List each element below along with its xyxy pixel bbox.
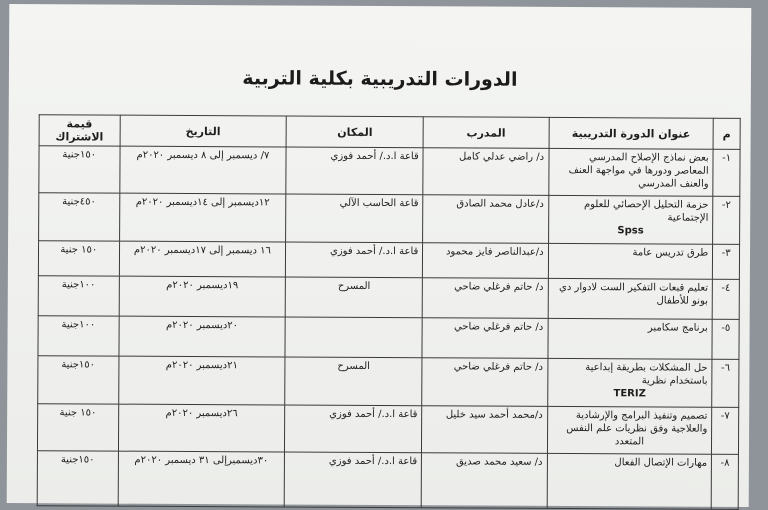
row-trainer: د/ حاتم فرغلي ضاحي (422, 318, 548, 359)
course-line: TERIZ (613, 388, 646, 400)
row-trainer: د/ راضي عدلي كامل (423, 148, 549, 196)
row-date: ٢٠ديسمبر ٢٠٢٠م (118, 316, 285, 357)
table-header-row (39, 115, 740, 150)
table-row (38, 276, 739, 320)
course-line: مهارات الإتصال الفعال (614, 457, 708, 469)
course-line: حل المشكلات بطريقة إبداعية (585, 362, 708, 374)
row-fee: ١٠٠جنية (38, 276, 119, 316)
row-trainer: د/ سعيد محمد صديق (421, 453, 547, 509)
row-place: قاعة الحاسب الآلي (286, 194, 423, 242)
row-date: ١٩ديسمبر ٢٠٢٠م (119, 277, 286, 318)
row-fee: ١٥٠ جنية (38, 241, 119, 277)
row-num: ١- (713, 149, 740, 197)
row-num: ٥- (712, 320, 739, 360)
header-place: المكان (286, 116, 423, 148)
row-fee: ١٥٠جنية (38, 356, 119, 404)
course-line: بعض نماذج الإصلاح المدرسي (588, 152, 709, 164)
course-line: طرق تدريس عامة (632, 247, 709, 259)
row-place: المسرح (285, 357, 422, 405)
course-line: الإجتماعية (667, 212, 709, 225)
header-date: التاريخ (120, 115, 287, 147)
table-row (39, 193, 740, 244)
row-fee: ١٠٠جنية (38, 316, 119, 356)
row-course (547, 406, 712, 454)
course-line: بونو للأطفال (656, 295, 708, 308)
document-title: الدورات التدريبية بكلية التربية (242, 67, 518, 91)
table-row (38, 316, 739, 360)
row-course (547, 453, 712, 509)
course-line: باستخدام نظرية (641, 375, 708, 387)
row-place (285, 317, 422, 358)
header-course: عنوان الدورة التدريبية (549, 117, 714, 149)
table-row (37, 403, 738, 454)
row-date: ٣٠ديسمبرإلى ٣١ ديسمبر ٢٠٢٠م (118, 451, 285, 507)
course-line: تعليم قبعات التفكير الست لادوار دي (559, 282, 709, 295)
row-fee: ١٥٠جنية (39, 146, 120, 194)
table-row (38, 356, 739, 407)
course-line: المتعدد (614, 435, 645, 447)
table-row (39, 146, 740, 197)
row-trainer: د/محمد أحمد سيد خليل (422, 405, 548, 453)
row-date: ٢١ديسمبر ٢٠٢٠م (118, 356, 285, 404)
row-place: قاعة ا.د./ أحمد فوزي (286, 242, 423, 278)
course-line: تصميم وتنفيذ البرامج والإرشادية (575, 409, 708, 422)
table-row (38, 241, 739, 280)
row-course (548, 319, 713, 360)
row-fee: ١٥٠ جنية (37, 403, 118, 451)
row-place: المسرح (285, 277, 422, 318)
row-course (548, 279, 713, 320)
row-fee: ١٥٠جنية (37, 451, 118, 506)
row-num: ٢- (713, 197, 740, 245)
course-line: والعنف المدرسي (638, 178, 709, 190)
row-course (548, 243, 713, 279)
row-trainer: د/ حاتم فرغلي ضاحي (422, 278, 548, 319)
row-date: ١٢ديسمبر إلى ١٤ديسمبر ٢٠٢٠م (119, 194, 286, 242)
row-trainer: د/ حاتم فرغلي ضاحي (422, 358, 548, 406)
row-date: ٧/ ديسمبر إلى ٨ ديسمبر ٢٠٢٠م (119, 146, 286, 194)
row-date: ٢٦ديسمبر ٢٠٢٠م (118, 404, 285, 452)
row-place: قاعة ا.د./ أحمد فوزي (286, 147, 423, 195)
row-trainer: د/عادل محمد الصادق (423, 195, 549, 243)
row-fee: ٤٥٠جنية (39, 193, 120, 241)
row-date: ١٦ ديسمبر إلى ١٧ديسمبر ٢٠٢٠م (119, 241, 286, 277)
header-fee: قيمة الاشتراك (39, 115, 120, 146)
course-line: برنامج سكامبر (647, 322, 708, 335)
row-place: قاعة ا.د./ أحمد فوزي (285, 405, 422, 453)
header-num: م (713, 118, 740, 149)
row-place: قاعة ا.د./ أحمد فوزي (284, 452, 421, 508)
row-course (548, 148, 713, 196)
table-row (37, 451, 738, 510)
row-num: ٣- (713, 244, 740, 280)
row-course (548, 196, 713, 244)
row-num: ٦- (712, 359, 739, 407)
row-num: ٨- (711, 454, 738, 509)
course-line: والعلاجية وفق نظريات علم النفس (566, 422, 708, 435)
row-course (547, 359, 712, 407)
row-trainer: د/عبدالناصر فايز محمود (423, 243, 549, 279)
document-page (7, 4, 752, 507)
course-line: Spss (617, 225, 644, 237)
courses-table (37, 114, 741, 510)
row-num: ٧- (712, 407, 739, 455)
row-num: ٤- (712, 280, 739, 320)
course-line: المعاصر ودورها في مواجهة العنف (568, 164, 709, 177)
course-line: حزمة التحليل الإحصائي للعلوم (583, 199, 709, 212)
header-trainer: المدرب (423, 117, 549, 149)
